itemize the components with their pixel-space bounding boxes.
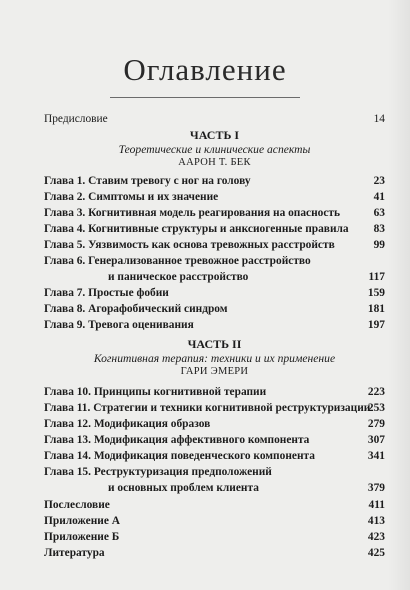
toc-entry-chapter-5 — [44, 237, 385, 253]
title-rule — [110, 97, 300, 98]
toc-entry-label: Приложение Б — [44, 531, 120, 543]
part-2-subtitle: Когнитивная терапия: техники и их применение — [93, 352, 336, 365]
toc-entry-chapter-11 — [44, 400, 385, 416]
toc-entry-chapter-1 — [44, 173, 385, 189]
toc-entry-page: 411 — [368, 499, 385, 511]
toc-entry-chapter-12 — [44, 416, 385, 432]
toc-entry-page: 423 — [367, 531, 385, 543]
toc-entry-appendix-b — [44, 529, 385, 545]
toc-entry-page: 379 — [367, 482, 385, 494]
toc-entry-chapter-15-cont — [44, 480, 385, 496]
toc-entry-label: Глава 5. Уязвимость как основа тревожных расстройств — [44, 239, 335, 251]
toc-entry-page: 41 — [373, 191, 385, 203]
toc-entry-page: 83 — [373, 223, 385, 235]
page-edge-shadow — [388, 0, 410, 590]
toc-entry-page: 117 — [368, 271, 385, 283]
toc-entry-label: Глава 1. Ставим тревогу с ног на голову — [44, 175, 251, 187]
toc-entry-label: Глава 6. Генерализованное тревожное расстройство — [44, 255, 311, 267]
toc-entry-chapter-13 — [44, 432, 385, 448]
toc-entry-label: Глава 12. Модификация образов — [44, 418, 211, 430]
toc-entry-label: и основных проблем клиента — [108, 482, 259, 494]
toc-entry-chapter-6 — [44, 253, 385, 269]
part-2-author: ГАРИ ЭМЕРИ — [180, 366, 249, 377]
toc-entry-label: Послесловие — [44, 499, 110, 511]
part-1-author: ААРОН Т. БЕК — [178, 157, 251, 168]
toc-entry-afterword — [44, 497, 385, 513]
toc-entry-page: 197 — [367, 319, 385, 331]
toc-entry-chapter-4 — [44, 221, 385, 237]
part-2-title: ЧАСТЬ II — [187, 337, 242, 351]
part-1-subtitle: Теоретические и клинические аспекты — [118, 143, 311, 156]
toc-entry-page: 63 — [373, 207, 385, 219]
toc-entry-page: 413 — [367, 515, 385, 527]
toc-entry-label: Глава 10. Принципы когнитивной терапии — [44, 386, 267, 398]
toc-entry-label: Глава 13. Модификация аффективного компонента — [44, 434, 310, 446]
toc-entry-page: 14 — [373, 113, 385, 125]
part-1-title: ЧАСТЬ I — [189, 128, 240, 142]
toc-entry-chapter-6-cont — [44, 269, 385, 285]
toc-entry-appendix-a — [44, 513, 385, 529]
toc-entry-chapter-3 — [44, 205, 385, 221]
toc-entry-chapter-8 — [44, 301, 385, 317]
toc-entry-chapter-15 — [44, 464, 385, 480]
toc-entry-page: 223 — [367, 386, 385, 398]
toc-entry-page: 99 — [373, 239, 385, 251]
toc-entry-chapter-2 — [44, 189, 385, 205]
toc-entry-label: Глава 4. Когнитивные структуры и анксиогенные правила — [44, 223, 349, 235]
toc-entry-label: Глава 7. Простые фобии — [44, 287, 169, 299]
toc-entry-chapter-14 — [44, 448, 385, 464]
toc-entry-page: 425 — [367, 547, 385, 559]
toc-entry-page: 279 — [367, 418, 385, 430]
toc-entry-chapter-7 — [44, 285, 385, 301]
toc-entry-page: 253 — [367, 402, 385, 414]
toc-entry-label: Глава 15. Реструктуризация предположений — [44, 466, 272, 478]
toc-entry-page: 23 — [373, 175, 385, 187]
toc-entry-label: Глава 14. Модификация поведенческого компонента — [44, 450, 315, 462]
toc-entry-preface — [44, 111, 385, 127]
toc-entry-label: Глава 8. Агорафобический синдром — [44, 303, 228, 315]
toc-entry-label: Глава 11. Стратегии и техники когнитивной реструктуризации — [44, 402, 371, 414]
toc-entry-page: 307 — [367, 434, 385, 446]
toc-entry-label: Глава 3. Когнитивная модель реагирования на опасность — [44, 207, 341, 219]
toc-entry-label: Приложение А — [44, 515, 120, 527]
toc-entry-label: Глава 2. Симптомы и их значение — [44, 191, 219, 203]
toc-entry-chapter-9 — [44, 317, 385, 333]
toc-entry-references — [44, 545, 385, 561]
toc-entry-page: 181 — [367, 303, 385, 315]
toc-entry-chapter-10 — [44, 384, 385, 400]
toc-entry-label: Глава 9. Тревога оценивания — [44, 319, 194, 331]
toc-entry-page: 341 — [367, 450, 385, 462]
toc-entry-label: и паническое расстройство — [108, 271, 249, 283]
toc-entry-label: Предисловие — [44, 113, 108, 125]
toc-entry-label: Литература — [44, 547, 105, 559]
page-title: Оглавление — [123, 52, 287, 87]
toc-entry-page: 159 — [367, 287, 385, 299]
